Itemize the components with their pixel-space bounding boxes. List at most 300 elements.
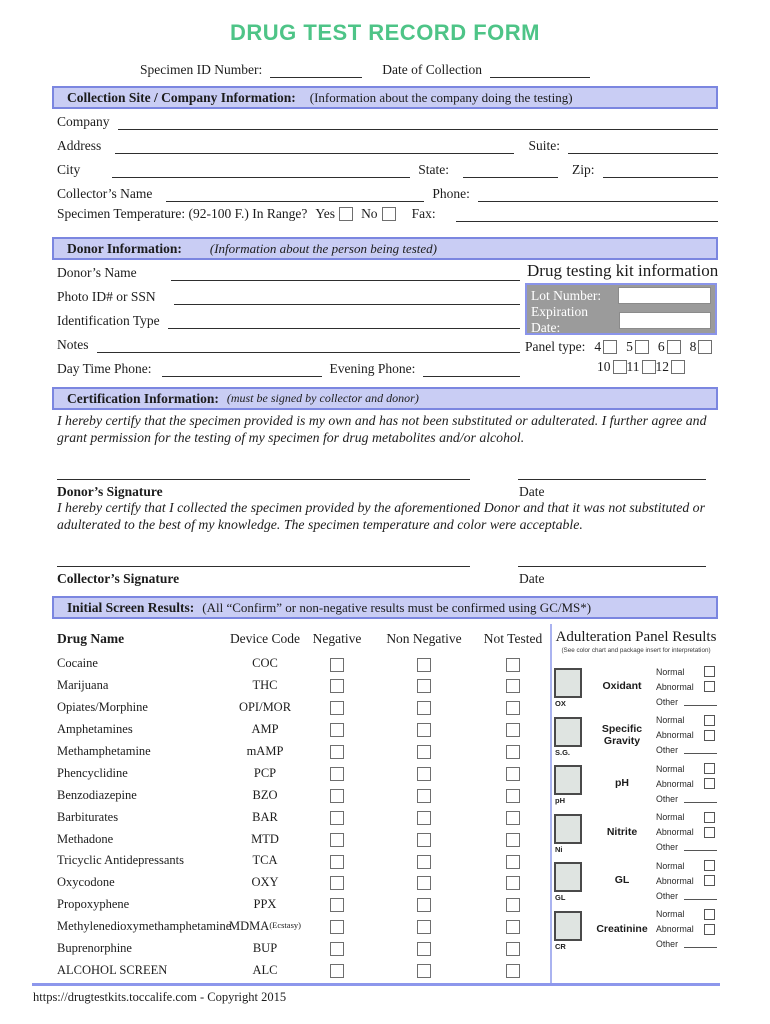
adulteration-results	[656, 811, 718, 854]
panel-type-checkbox[interactable]	[671, 360, 685, 374]
abnormal-checkbox[interactable]	[704, 681, 715, 692]
negative-checkbox[interactable]	[330, 723, 344, 737]
collector-name-row	[57, 186, 718, 202]
color-swatch-wrap	[554, 714, 588, 757]
non-negative-header: Non Negative	[386, 631, 462, 646]
negative-cell	[303, 853, 371, 868]
not-tested-checkbox[interactable]	[506, 767, 520, 781]
non-negative-checkbox[interactable]	[417, 723, 431, 737]
lot-number-label: Lot Number:	[531, 287, 602, 303]
panel-type-number: 10	[597, 359, 611, 374]
non-negative-checkbox[interactable]	[417, 833, 431, 847]
negative-checkbox[interactable]	[330, 876, 344, 890]
adulteration-item-label: Creatinine	[596, 922, 648, 935]
negative-cell	[303, 832, 371, 847]
non-negative-cell	[371, 744, 477, 759]
device-code	[227, 810, 303, 825]
other-label: Other	[656, 842, 679, 852]
temperature-no-checkbox[interactable]	[382, 207, 396, 221]
adulteration-item-label: Oxidant	[602, 680, 642, 693]
fax-field[interactable]	[456, 206, 718, 222]
normal-checkbox[interactable]	[704, 909, 715, 920]
kit-info-heading: Drug testing kit information	[527, 261, 719, 280]
device-code-text: BUP	[252, 941, 278, 956]
non-negative-cell	[371, 897, 477, 912]
non-negative-checkbox[interactable]	[417, 679, 431, 693]
other-field[interactable]	[684, 746, 717, 754]
device-code	[227, 700, 303, 715]
not-tested-cell	[477, 832, 549, 847]
adulteration-results	[656, 762, 718, 805]
not-tested-cell	[477, 853, 549, 868]
donor-name-label: Donor’s Name	[57, 265, 137, 280]
phones-row	[57, 361, 520, 377]
drug-name: Amphetamines	[57, 722, 133, 737]
id-type-row	[57, 313, 520, 329]
drug-name: Opiates/Morphine	[57, 700, 148, 715]
specimen-id-field[interactable]	[270, 62, 362, 78]
fax-label: Fax:	[411, 206, 436, 221]
normal-label: Normal	[656, 812, 685, 822]
non-negative-checkbox[interactable]	[417, 920, 431, 934]
non-negative-checkbox[interactable]	[417, 898, 431, 912]
zip-label: Zip:	[572, 162, 595, 177]
normal-row	[656, 909, 718, 920]
temperature-yes-checkbox[interactable]	[339, 207, 353, 221]
certification-section-title: Certification Information:	[67, 390, 219, 406]
suite-label: Suite:	[528, 138, 560, 153]
not-tested-cell	[477, 897, 549, 912]
collector-certification-statement: I hereby certify that I collected the specimen provided by the aforementioned Donor and that it was not substituted or adulterated to the best of my knowledge. The specimen temperature and color were acceptable.	[57, 500, 705, 532]
non-negative-cell	[371, 722, 477, 737]
phone-field[interactable]	[478, 186, 718, 202]
not-tested-cell	[477, 678, 549, 693]
negative-cell	[303, 810, 371, 825]
lot-number-field[interactable]	[618, 287, 711, 304]
color-swatch	[554, 717, 582, 747]
swatch-abbr-label: pH	[555, 796, 565, 805]
panel-type-number: 5	[626, 339, 633, 354]
negative-cell	[303, 744, 371, 759]
footer-text: https://drugtestkits.toccalife.com - Copyright 2015	[33, 990, 287, 1004]
table-row	[57, 850, 549, 872]
screen-results-section-title: Initial Screen Results:	[67, 599, 195, 615]
not-tested-checkbox[interactable]	[506, 942, 520, 956]
other-row	[656, 890, 718, 901]
panel-type-checkbox[interactable]	[613, 360, 627, 374]
date-label: Date	[519, 484, 545, 499]
negative-checkbox[interactable]	[330, 855, 344, 869]
collector-date-field[interactable]	[518, 553, 706, 567]
negative-cell	[303, 941, 371, 956]
table-row	[57, 741, 549, 763]
non-negative-checkbox[interactable]	[417, 855, 431, 869]
not-tested-header: Not Tested	[483, 631, 543, 646]
donor-section-title: Donor Information:	[67, 240, 182, 256]
drug-name: Marijuana	[57, 678, 109, 693]
negative-checkbox[interactable]	[330, 745, 344, 759]
adulteration-item-label: Specific Gravity	[601, 722, 643, 747]
color-swatch-wrap	[554, 762, 588, 805]
lot-number-row	[531, 287, 711, 304]
not-tested-cell	[477, 875, 549, 890]
abnormal-label: Abnormal	[656, 924, 694, 934]
adulteration-subheading: (See color chart and package insert for interpretation)	[561, 647, 711, 654]
negative-checkbox[interactable]	[330, 811, 344, 825]
collector-signature-labels	[57, 571, 707, 587]
negative-cell	[303, 656, 371, 671]
color-swatch	[554, 765, 582, 795]
color-swatch	[554, 862, 582, 892]
abnormal-row	[656, 827, 718, 838]
panel-type-option	[658, 339, 681, 355]
notes-row	[57, 337, 520, 353]
adulteration-items	[554, 665, 718, 951]
device-code	[227, 832, 303, 847]
panel-type-label: Panel type:	[525, 339, 586, 354]
not-tested-cell	[477, 963, 549, 978]
negative-header: Negative	[312, 631, 362, 646]
negative-checkbox[interactable]	[330, 964, 344, 978]
not-tested-checkbox[interactable]	[506, 833, 520, 847]
panel-type-checkbox[interactable]	[667, 340, 681, 354]
non-negative-checkbox[interactable]	[417, 658, 431, 672]
section-bar-certification	[52, 387, 718, 410]
normal-row	[656, 812, 718, 823]
photo-id-row	[57, 289, 520, 305]
non-negative-cell	[371, 875, 477, 890]
non-negative-cell	[371, 941, 477, 956]
color-swatch-wrap	[554, 811, 588, 854]
panel-type-option	[626, 339, 649, 355]
other-row	[656, 745, 718, 756]
not-tested-cell	[477, 766, 549, 781]
other-label: Other	[656, 890, 679, 901]
normal-label: Normal	[656, 909, 685, 919]
non-negative-cell	[371, 853, 477, 868]
drug-name: Methamphetamine	[57, 744, 151, 758]
drug-name: Benzodiazepine	[57, 787, 137, 802]
notes-label: Notes	[57, 337, 89, 352]
address-field[interactable]	[115, 138, 514, 154]
adulteration-item	[554, 859, 718, 902]
not-tested-cell	[477, 700, 549, 715]
color-swatch-wrap	[554, 665, 588, 708]
yes-label: Yes	[315, 206, 336, 221]
donor-name-field[interactable]	[171, 265, 520, 281]
device-code-text: mAMP	[246, 744, 284, 758]
other-field[interactable]	[684, 795, 717, 803]
device-code-text: OPI/MOR	[238, 700, 292, 715]
non-negative-checkbox[interactable]	[417, 767, 431, 781]
table-row	[57, 894, 549, 916]
not-tested-cell	[477, 919, 549, 934]
panel-type-row-2	[597, 359, 721, 375]
swatch-abbr-label: GL	[555, 893, 566, 902]
other-row	[656, 842, 718, 853]
abnormal-label: Abnormal	[656, 730, 694, 740]
non-negative-cell	[371, 766, 477, 781]
panel-type-block	[525, 339, 721, 375]
day-phone-field[interactable]	[162, 361, 322, 377]
abnormal-checkbox[interactable]	[704, 827, 715, 838]
non-negative-checkbox[interactable]	[417, 811, 431, 825]
table-row	[57, 719, 549, 741]
negative-cell	[303, 897, 371, 912]
company-label: Company	[57, 114, 110, 129]
not-tested-checkbox[interactable]	[506, 920, 520, 934]
abnormal-row	[656, 875, 718, 886]
negative-checkbox[interactable]	[330, 701, 344, 715]
id-type-label: Identification Type	[57, 313, 160, 328]
suite-field[interactable]	[568, 138, 718, 154]
section-bar-screen-results	[52, 596, 718, 619]
device-code	[227, 941, 303, 956]
not-tested-checkbox[interactable]	[506, 745, 520, 759]
panel-type-checkbox[interactable]	[603, 340, 617, 354]
abnormal-row	[656, 778, 718, 789]
collector-signature-field[interactable]	[57, 553, 470, 567]
normal-checkbox[interactable]	[704, 763, 715, 774]
non-negative-checkbox[interactable]	[417, 876, 431, 890]
panel-type-checkbox[interactable]	[642, 360, 656, 374]
expiration-date-field[interactable]	[619, 312, 711, 329]
device-code	[227, 919, 303, 934]
table-row	[57, 653, 549, 675]
donor-certification-statement: I hereby certify that the specimen provided is my own and has not been substituted or adulterated. I further agree and grant permission for the testing of my specimen for drug metabolites and/or alcohol.	[57, 413, 707, 445]
normal-checkbox[interactable]	[704, 715, 715, 726]
device-code-text: COC	[252, 656, 278, 671]
not-tested-checkbox[interactable]	[506, 964, 520, 978]
certification-section-subtitle: (must be signed by collector and donor)	[226, 391, 419, 405]
not-tested-checkbox[interactable]	[506, 855, 520, 869]
donor-date-field[interactable]	[518, 466, 706, 480]
other-label: Other	[656, 745, 679, 755]
drug-table-rows	[57, 653, 549, 981]
company-row	[57, 114, 718, 130]
not-tested-checkbox[interactable]	[506, 723, 520, 737]
collector-signature-label: Collector’s Signature	[57, 571, 180, 586]
abnormal-label: Abnormal	[656, 778, 694, 789]
panel-type-row-1	[525, 339, 721, 355]
temperature-row	[57, 206, 718, 222]
non-negative-checkbox[interactable]	[417, 789, 431, 803]
not-tested-checkbox[interactable]	[506, 898, 520, 912]
other-field[interactable]	[684, 698, 717, 706]
negative-checkbox[interactable]	[330, 920, 344, 934]
abnormal-checkbox[interactable]	[704, 875, 715, 886]
other-row	[656, 939, 718, 950]
swatch-abbr-label: S.G.	[555, 747, 571, 757]
non-negative-checkbox[interactable]	[417, 701, 431, 715]
id-type-field[interactable]	[168, 313, 520, 329]
device-code-text: MDMA	[229, 919, 270, 934]
normal-row	[656, 860, 718, 871]
device-code	[227, 656, 303, 671]
negative-checkbox[interactable]	[330, 658, 344, 672]
normal-label: Normal	[656, 860, 685, 871]
normal-row	[656, 666, 718, 677]
not-tested-checkbox[interactable]	[506, 876, 520, 890]
expiration-date-row	[531, 304, 711, 336]
not-tested-checkbox[interactable]	[506, 679, 520, 693]
negative-cell	[303, 678, 371, 693]
adulteration-results	[656, 859, 718, 902]
table-row	[57, 675, 549, 697]
device-code	[227, 744, 303, 759]
negative-checkbox[interactable]	[330, 898, 344, 912]
not-tested-checkbox[interactable]	[506, 811, 520, 825]
negative-cell	[303, 919, 371, 934]
zip-field[interactable]	[603, 162, 718, 178]
donor-section-subtitle: (Information about the person being tested)	[209, 240, 437, 256]
abnormal-checkbox[interactable]	[704, 730, 715, 741]
photo-id-label: Photo ID# or SSN	[57, 289, 156, 304]
normal-checkbox[interactable]	[704, 812, 715, 823]
device-code	[227, 963, 303, 978]
photo-id-field[interactable]	[174, 289, 520, 305]
device-code-text: THC	[252, 678, 278, 693]
city-row	[57, 162, 718, 178]
collection-section-title: Collection Site / Company Information:	[67, 89, 296, 105]
evening-phone-label: Evening Phone:	[329, 361, 416, 376]
donor-signature-labels	[57, 484, 707, 500]
swatch-abbr-label: Ni	[555, 844, 563, 854]
panel-type-number: 4	[594, 339, 602, 354]
not-tested-cell	[477, 810, 549, 825]
not-tested-cell	[477, 722, 549, 737]
color-swatch	[554, 668, 582, 698]
normal-checkbox[interactable]	[704, 666, 715, 677]
adulteration-item	[554, 811, 718, 854]
panel-type-checkbox[interactable]	[698, 340, 712, 354]
other-field[interactable]	[684, 843, 717, 851]
drug-name: Cocaine	[57, 656, 98, 671]
table-row	[57, 828, 549, 850]
state-field[interactable]	[463, 162, 558, 178]
non-negative-cell	[371, 678, 477, 693]
color-swatch-wrap	[554, 859, 588, 902]
device-code	[227, 722, 303, 737]
adulteration-results	[656, 665, 718, 708]
adulteration-item-label: pH	[615, 777, 629, 790]
non-negative-checkbox[interactable]	[417, 964, 431, 978]
non-negative-cell	[371, 963, 477, 978]
non-negative-cell	[371, 700, 477, 715]
drug-name: Phencyclidine	[57, 765, 128, 780]
drug-name: Methylenedioxymethamphetamine	[57, 919, 232, 934]
evening-phone-field[interactable]	[423, 361, 520, 377]
swatch-abbr-label: OX	[555, 699, 566, 708]
color-swatch-wrap	[554, 908, 588, 951]
normal-checkbox[interactable]	[704, 860, 715, 871]
table-row	[57, 959, 549, 981]
abnormal-label: Abnormal	[656, 681, 694, 692]
drug-results-table	[57, 627, 549, 981]
negative-checkbox[interactable]	[330, 833, 344, 847]
collector-signature-lines	[57, 553, 707, 567]
device-code-text: BAR	[252, 809, 278, 824]
specimen-id-row	[140, 62, 590, 78]
panel-type-option	[627, 359, 656, 375]
abnormal-checkbox[interactable]	[704, 924, 715, 935]
not-tested-checkbox[interactable]	[506, 789, 520, 803]
non-negative-cell	[371, 919, 477, 934]
adulteration-results	[656, 908, 718, 951]
not-tested-checkbox[interactable]	[506, 701, 520, 715]
normal-row	[656, 763, 718, 774]
negative-cell	[303, 875, 371, 890]
negative-cell	[303, 766, 371, 781]
panel-type-number: 8	[689, 339, 697, 354]
city-field[interactable]	[112, 162, 410, 178]
non-negative-checkbox[interactable]	[417, 745, 431, 759]
not-tested-cell	[477, 788, 549, 803]
not-tested-cell	[477, 656, 549, 671]
device-code-text: PCP	[253, 765, 277, 780]
other-label: Other	[656, 793, 679, 804]
adulteration-results	[656, 714, 718, 757]
device-code-note: (Ecstasy)	[269, 920, 301, 931]
other-field[interactable]	[684, 892, 717, 900]
address-row	[57, 138, 718, 154]
drug-name-header: Drug Name	[57, 631, 125, 646]
adulteration-item	[554, 665, 718, 708]
collection-section-subtitle: (Information about the company doing the testing)	[309, 89, 573, 105]
table-row	[57, 762, 549, 784]
device-code-text: ALC	[252, 962, 278, 977]
abnormal-checkbox[interactable]	[704, 778, 715, 789]
no-label: No	[361, 206, 378, 221]
table-row	[57, 872, 549, 894]
negative-cell	[303, 788, 371, 803]
panel-type-checkbox[interactable]	[635, 340, 649, 354]
table-row	[57, 697, 549, 719]
table-row	[57, 938, 549, 960]
non-negative-cell	[371, 788, 477, 803]
device-code	[227, 788, 303, 803]
non-negative-cell	[371, 832, 477, 847]
negative-checkbox[interactable]	[330, 789, 344, 803]
drug-name: Tricyclic Antidepressants	[57, 853, 184, 868]
company-field[interactable]	[118, 114, 719, 130]
address-label: Address	[57, 138, 102, 153]
specimen-id-label: Specimen ID Number:	[140, 62, 263, 77]
negative-checkbox[interactable]	[330, 767, 344, 781]
not-tested-checkbox[interactable]	[506, 658, 520, 672]
normal-label: Normal	[656, 715, 685, 725]
bottom-rule	[32, 983, 720, 986]
abnormal-row	[656, 681, 718, 692]
donor-name-row	[57, 265, 520, 281]
device-code-text: BZO	[252, 787, 278, 802]
other-field[interactable]	[684, 940, 717, 948]
vertical-divider	[550, 624, 552, 984]
notes-field[interactable]	[97, 337, 521, 353]
negative-checkbox[interactable]	[330, 679, 344, 693]
swatch-abbr-label: CR	[555, 941, 566, 951]
collector-name-field[interactable]	[166, 186, 424, 202]
donor-signature-field[interactable]	[57, 466, 470, 480]
non-negative-checkbox[interactable]	[417, 942, 431, 956]
negative-checkbox[interactable]	[330, 942, 344, 956]
date-of-collection-field[interactable]	[490, 62, 590, 78]
other-row	[656, 793, 718, 804]
adulteration-item-label: GL	[614, 874, 630, 887]
non-negative-cell	[371, 656, 477, 671]
device-code-header: Device Code	[229, 631, 301, 646]
adulteration-heading: Adulteration Panel Results	[555, 629, 717, 645]
